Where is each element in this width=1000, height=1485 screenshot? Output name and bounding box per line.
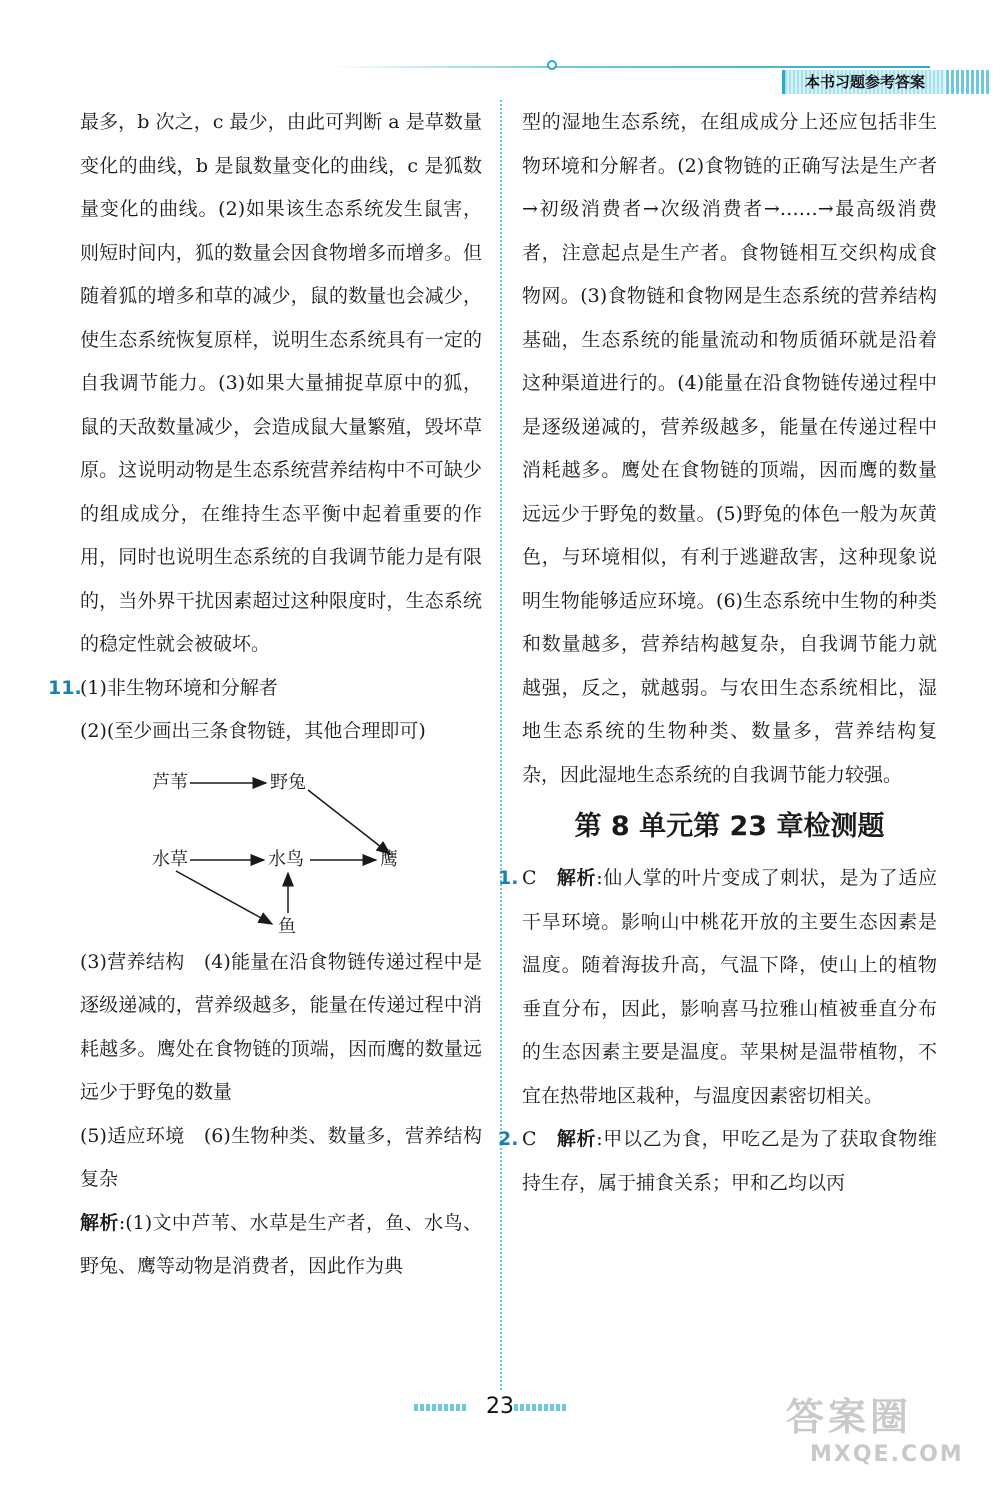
q11-answer-part2: (2)(至少画出三条食物链，其他合理即可) <box>80 720 426 742</box>
q11-answer-part1 <box>48 667 482 711</box>
arrow-hare-to-eagle <box>308 790 390 854</box>
q1-analysis-text: :仙人掌的叶片变成了刺状，是为了适应干旱环境。影响山中桃花开放的主要生态因素是温度。随着海拔升高，气温下降，使山上的植物垂直分布，因此，影响喜马拉雅山植被垂直分布的生态因素主要是温度。苹果树是温带植物，不宜在热带地区栽种，与温度因素密切相关。 <box>522 867 937 1107</box>
header-stripe-ornament <box>946 70 990 94</box>
watermark-url-text: MXQE.COM <box>810 1442 964 1467</box>
q11-part1-text: (1)非生物环境和分解者 <box>80 676 278 699</box>
node-waterweed: 水草 <box>152 848 188 870</box>
header-rule <box>330 66 930 68</box>
header-dot-ornament <box>547 60 557 70</box>
right-paragraph-1: 型的湿地生态系统，在组成成分上还应包括非生物环境和分解者。(2)食物链的正确写法是生产者→初级消费者→次级消费者→……→最高级消费者，注意起点是生产者。食物链相互交织构成食物网。(3)食物链和食物网是生态系统的营养结构基础，生态系统的能量流动和物质循环就是沿着这种渠道进行的。(4)能量在沿食物链传递过程中是逐级递减的，营养级越多，能量在传递过程中消耗越多。鹰处在食物链的顶端，因而鹰的数量远远少于野兔的数量。(5)野兔的体色一般为灰黄色，与环境相似，有利于逃避敌害，这种现象说明生物能够适应环境。(6)生态系统中生物的种类和数量越多，营养结构越复杂，自我调节能力就越强，反之，就越弱。与农田生态系统相比，湿地生态系统的生物种类、数量多，营养结构复杂，因此湿地生态系统的自我调节能力较强。 <box>522 111 937 786</box>
q2-answer <box>498 1118 937 1205</box>
right-column <box>498 101 937 1205</box>
analysis-label: 解析 <box>80 1211 119 1234</box>
watermark-main-text: 答案圈 <box>786 1395 913 1439</box>
node-hare: 野兔 <box>270 771 306 793</box>
food-web-diagram <box>80 756 482 941</box>
column-divider <box>500 100 503 1390</box>
q11-analysis <box>80 1202 482 1289</box>
q11-answer-part4: (5)适应环境 (6)生物种类、数量多，营养结构复杂 <box>80 1124 482 1190</box>
q1-number: 1. <box>498 867 519 889</box>
q2-analysis-label: 解析 <box>556 1128 597 1150</box>
page-number: 23 <box>486 1394 514 1419</box>
q2-analysis-text: :甲以乙为食，甲吃乙是为了获取食物维持生存，属于捕食关系；甲和乙均以丙 <box>522 1128 937 1194</box>
node-waterbird: 水鸟 <box>268 848 304 870</box>
left-paragraph-1: 最多，b 次之，c 最少，由此可判断 a 是草数量变化的曲线，b 是鼠数量变化的曲线，c 是狐数量变化的曲线。(2)如果该生态系统发生鼠害，则短时间内，狐的数量会因食物增多而增多。但随着狐的增多和草的减少，鼠的数量也会减少，使生态系统恢复原样，说明生态系统具有一定的自我调节能力。(3)如果大量捕捉草原中的狐，鼠的天敌数量减少，会造成鼠大量繁殖，毁坏草原。这说明动物是生态系统营养结构中不可缺少的组成成分，在维持生态平衡中起着重要的作用，同时也说明生态系统的自我调节能力是有限的，当外界干扰因素超过这种限度时，生态系统的稳定性就会被破坏。 <box>80 111 482 655</box>
footer-ornament-left <box>414 1404 466 1411</box>
q2-choice: C <box>522 1128 537 1150</box>
analysis-text: :(1)文中芦苇、水草是生产者，鱼、水鸟、野兔、鹰等动物是消费者，因此作为典 <box>80 1211 482 1277</box>
q11-answer-part3: (3)营养结构 (4)能量在沿食物链传递过程中是逐级递减的，营养级越多，能量在传递过程中消耗越多。鹰处在食物链的顶端，因而鹰的数量远远少于野兔的数量 <box>80 950 482 1103</box>
node-eagle: 鹰 <box>380 848 398 870</box>
q2-number: 2. <box>498 1128 519 1150</box>
q1-choice: C <box>522 867 537 889</box>
header-tab: 本书习题参考答案 <box>782 70 945 94</box>
q11-number: 11. <box>48 676 82 699</box>
q1-analysis-label: 解析 <box>556 867 597 889</box>
watermark-logo <box>780 1395 990 1475</box>
node-reed: 芦苇 <box>152 771 188 793</box>
footer-ornament-right <box>514 1404 566 1411</box>
arrow-waterweed-to-fish <box>176 871 272 924</box>
q1-answer <box>498 857 937 1118</box>
left-column <box>48 101 482 1289</box>
node-fish: 鱼 <box>278 915 296 937</box>
section-title: 第 8 单元第 23 章检测题 <box>574 811 885 842</box>
